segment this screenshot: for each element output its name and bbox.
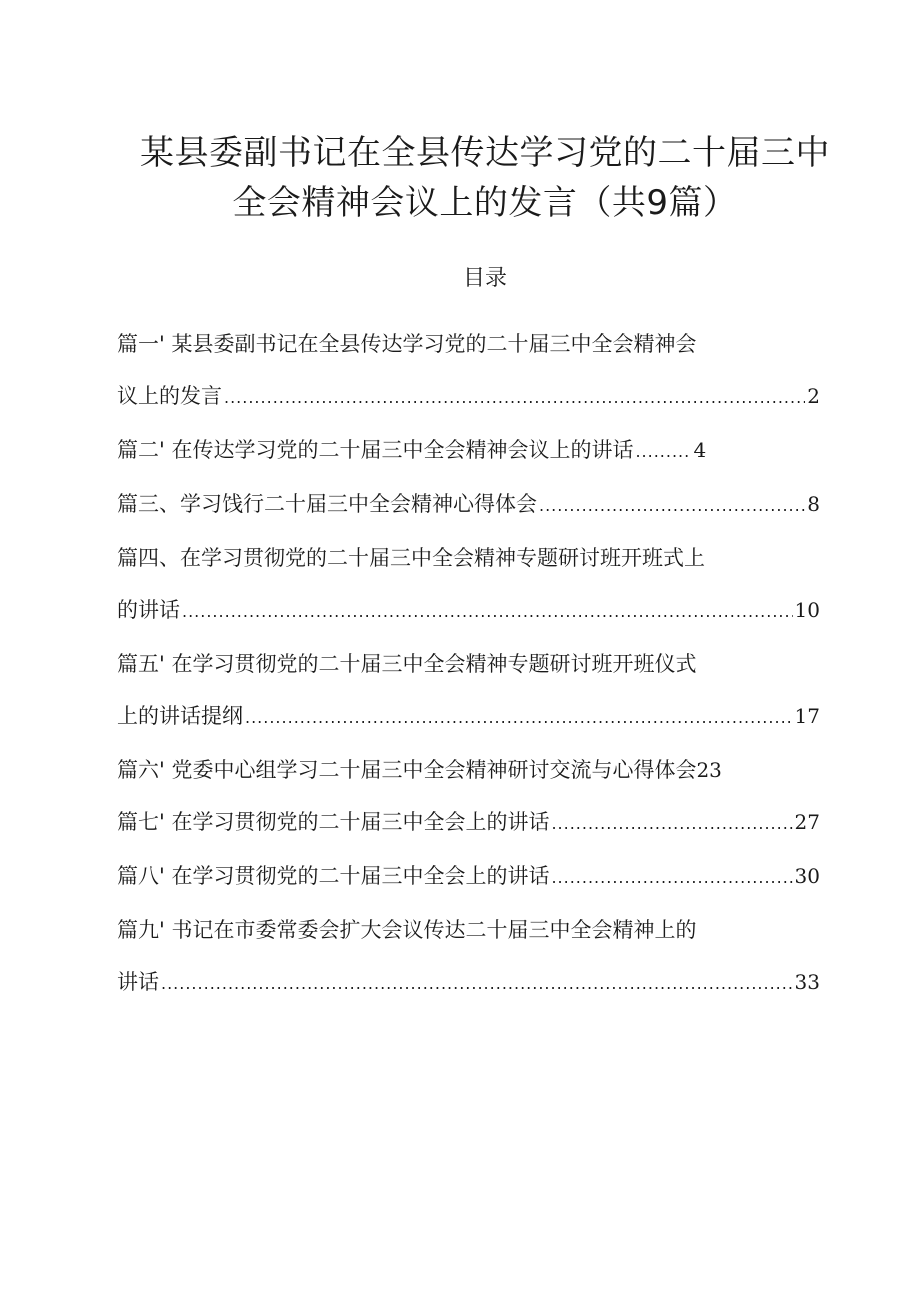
toc-entry-title: 篇八' 在学习贯彻党的二十届三中全会上的讲话 <box>117 864 550 888</box>
toc-entry-title: 篇六' 党委中心组学习二十届三中全会精神研讨交流与心得体会 <box>117 758 697 782</box>
document-title-line2: 全会精神会议上的发言（共9篇） <box>232 183 738 223</box>
toc-entry-title: 篇二' 在传达学习党的二十届三中全会精神会议上的讲话 <box>117 438 634 462</box>
toc-page-number: 33 <box>794 970 820 994</box>
document-title <box>100 128 870 228</box>
table-of-contents <box>117 318 820 1010</box>
toc-entry-9[interactable] <box>117 904 820 1010</box>
toc-leader-dots <box>539 480 805 532</box>
toc-leader-dots <box>224 372 805 424</box>
document-title-line1: 某县委副书记在全县传达学习党的二十届三中 <box>140 133 830 173</box>
toc-entry-4[interactable] <box>117 532 820 638</box>
toc-entry-8[interactable] <box>117 850 820 904</box>
toc-leader-dots <box>551 798 792 850</box>
toc-entry-title: 篇九' 书记在市委常委会扩大会议传达二十届三中全会精神上的 <box>117 918 697 942</box>
toc-entry-title-cont: 上的讲话提纲 <box>117 704 243 728</box>
toc-leader-dots <box>245 692 793 744</box>
toc-entry-5[interactable] <box>117 638 820 744</box>
toc-entry-7[interactable] <box>117 796 820 850</box>
toc-entry-title: 篇四、在学习贯彻党的二十届三中全会精神专题研讨班开班式上 <box>117 546 705 570</box>
toc-entry-title-cont: 的讲话 <box>117 598 180 622</box>
toc-entry-title: 篇七' 在学习贯彻党的二十届三中全会上的讲话 <box>117 810 550 834</box>
toc-entry-title: 篇一' 某县委副书记在全县传达学习党的二十届三中全会精神会 <box>117 332 697 356</box>
toc-entry-2[interactable] <box>117 424 820 478</box>
toc-heading: 目录 <box>462 266 507 291</box>
toc-page-number: 2 <box>807 384 820 408</box>
toc-entry-title: 篇五' 在学习贯彻党的二十届三中全会精神专题研讨班开班仪式 <box>117 652 697 676</box>
toc-leader-dots <box>551 852 792 904</box>
toc-page-number: 23 <box>696 758 722 782</box>
toc-page-number: 10 <box>794 598 820 622</box>
toc-page-number: 17 <box>794 704 820 728</box>
toc-page-number: 27 <box>794 810 820 834</box>
toc-page-number: 4 <box>693 438 707 462</box>
toc-entry-1[interactable] <box>117 318 820 424</box>
toc-entry-title-cont: 议上的发言 <box>117 384 222 408</box>
toc-entry-3[interactable] <box>117 478 820 532</box>
toc-page-number: 8 <box>807 492 820 516</box>
toc-leader-dots <box>161 958 793 1010</box>
toc-page-number: 30 <box>794 864 820 888</box>
toc-entry-6[interactable] <box>117 744 820 796</box>
toc-entry-title-cont: 讲话 <box>117 970 159 994</box>
toc-leader-dots <box>635 426 691 478</box>
toc-leader-dots <box>182 586 793 638</box>
toc-entry-title: 篇三、学习饯行二十届三中全会精神心得体会 <box>117 492 537 516</box>
